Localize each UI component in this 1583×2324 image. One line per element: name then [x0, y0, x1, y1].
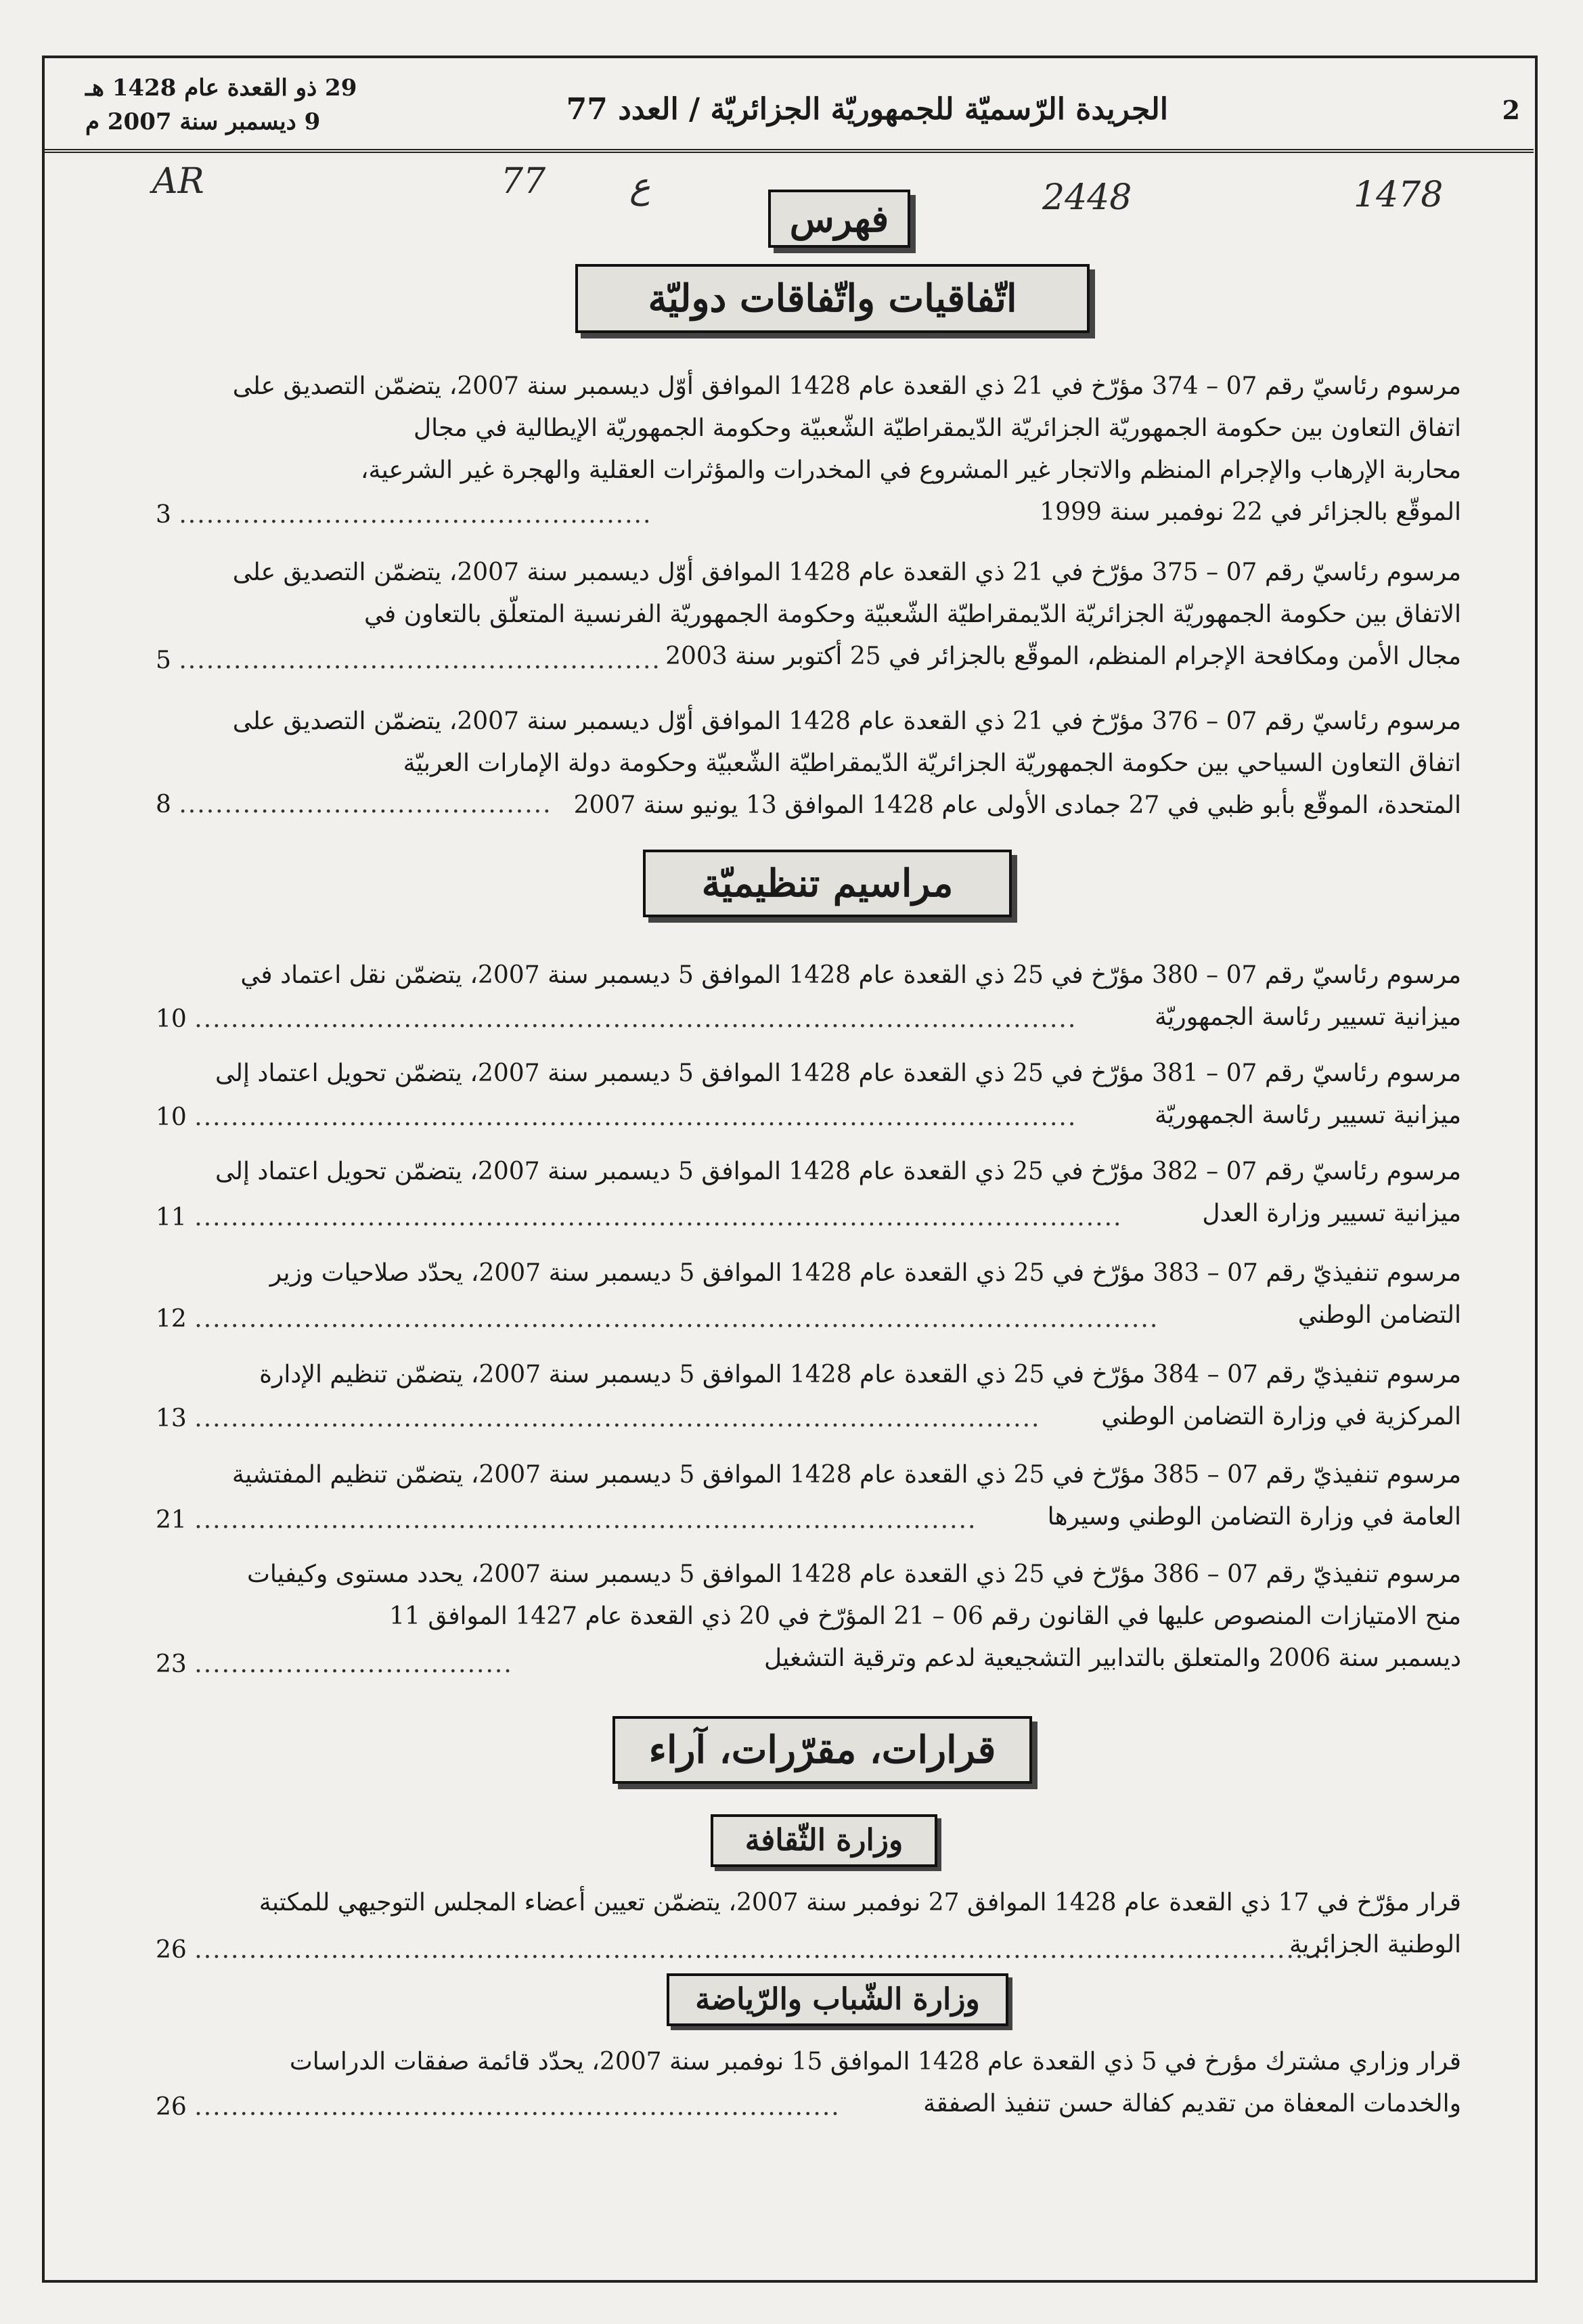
page-header: [45, 68, 1534, 153]
section-heading-regulatory-decrees: مراسيم تنظيميّة: [643, 850, 1012, 917]
toc-entry: مرسوم رئاسيّ رقم 07 – 381 مؤرّخ في 25 ذي القعدة عام 1428 الموافق 5 ديسمبر سنة 2007، يتضمّن تحويل اعتماد إلى ميزانية تسيير رئاسة الجمهوريّة: [215, 1059, 1461, 1129]
ministry-heading-culture: وزارة الثّقافة: [711, 1814, 937, 1867]
handwritten-note: 2448: [1042, 177, 1132, 218]
toc-page-number: 3 ....................................................: [156, 501, 652, 529]
toc-page-number: 10 .................................................................................................: [156, 1005, 1077, 1033]
toc-entry: قرار مؤرّخ في 17 ذي القعدة عام 1428 الموافق 27 نوفمبر سنة 2007، يتضمّن تعيين أعضاء المجلس التوجيهي للمكتبة الوطنية الجزائرية: [259, 1889, 1461, 1958]
toc-page-number: 8 .........................................: [156, 791, 552, 818]
toc-page-number: 23 ...................................: [156, 1650, 513, 1678]
toc-page-number: 13 .............................................................................................: [156, 1405, 1041, 1432]
gregorian-date: 9 ديسمبر سنة 2007 م: [85, 108, 321, 135]
toc-page-number: 10 .................................................................................................: [156, 1103, 1077, 1131]
toc-page-number: 5 .....................................................: [156, 646, 661, 674]
toc-entry: مرسوم تنفيذيّ رقم 07 – 386 مؤرّخ في 25 ذي القعدة عام 1428 الموافق 5 ديسمبر سنة 2007، يحدد مستوى وكيفيات منح الامتيازات المنصوص عليها في القانون رقم 06 – 21 المؤرّخ في 20 ذي القعدة عام 1427 الموافق 11 ديسمبر سنة 2006 والمتعلق بالتدابير التشجيعية لدعم وترقية التشغيل: [247, 1560, 1461, 1672]
ministry-heading-youth-sports: وزارة الشّباب والرّياضة: [667, 1973, 1008, 2026]
section-heading-decisions: قرارات، مقرّرات، آراء: [612, 1716, 1032, 1784]
toc-page-number: 12 ..........................................................................................................: [156, 1305, 1159, 1333]
toc-entry: مرسوم تنفيذيّ رقم 07 – 384 مؤرّخ في 25 ذي القعدة عام 1428 الموافق 5 ديسمبر سنة 2007، يتضمّن تنظيم الإدارة المركزية في وزارة التضامن الوطني: [259, 1361, 1461, 1430]
handwritten-note: 1478: [1354, 175, 1444, 215]
toc-entry: مرسوم رئاسيّ رقم 07 – 380 مؤرّخ في 25 ذي القعدة عام 1428 الموافق 5 ديسمبر سنة 2007، يتضمّن نقل اعتماد في ميزانية تسيير رئاسة الجمهوريّة: [240, 961, 1461, 1031]
journal-title: الجريدة الرّسميّة للجمهوريّة الجزائريّة / العدد 77: [566, 92, 1168, 127]
toc-entry: مرسوم رئاسيّ رقم 07 – 375 مؤرّخ في 21 ذي القعدة عام 1428 الموافق أوّل ديسمبر سنة 2007، يتضمّن التصديق على الاتفاق بين حكومة الجمهوريّة الجزائريّة الدّيمقراطيّة الشّعبيّة وحكومة الجمهوريّة الفرنسية المتعلّق بالتعاون في مجال الأمن ومكافحة الإجرام المنظم، الموقّع بالجزائر في 25 أكتوبر سنة 2003: [232, 558, 1461, 670]
toc-page-number: 26 .............................................................................................................................: [156, 1936, 1332, 1964]
toc-page-number: 21 ......................................................................................: [156, 1506, 977, 1534]
toc-entry: قرار وزاري مشترك مؤرخ في 5 ذي القعدة عام 1428 الموافق 15 نوفمبر سنة 2007، يحدّد قائمة صفقات الدراسات والخدمات المعفاة من تقديم كفالة حسن تنفيذ الصفقة: [289, 2048, 1461, 2118]
page-number: 2: [1502, 95, 1520, 125]
hijri-date: 29 ذو القعدة عام 1428 هـ: [85, 74, 357, 102]
toc-title: فهرس: [768, 190, 910, 248]
handwritten-note: ع: [629, 166, 651, 206]
handwritten-note: 77: [501, 161, 546, 202]
toc-page-number: 26 .......................................................................: [156, 2093, 841, 2121]
handwritten-note: AR: [152, 161, 204, 202]
toc-entry: مرسوم رئاسيّ رقم 07 – 376 مؤرّخ في 21 ذي القعدة عام 1428 الموافق أوّل ديسمبر سنة 2007، يتضمّن التصديق على اتفاق التعاون السياحي بين حكومة الجمهوريّة الجزائريّة الدّيمقراطيّة الشّعبيّة وحكومة دولة الإمارات العربيّة المتحدة، الموقّع بأبو ظبي في 27 جمادى الأولى عام 1428 الموافق 13 يونيو سنة 2007: [232, 707, 1461, 819]
toc-entry: مرسوم رئاسيّ رقم 07 – 374 مؤرّخ في 21 ذي القعدة عام 1428 الموافق أوّل ديسمبر سنة 2007، يتضمّن التصديق على اتفاق التعاون بين حكومة الجمهوريّة الجزائريّة الدّيمقراطيّة الشّعبيّة وحكومة الجمهوريّة الإيطالية في مجال محاربة الإرهاب والإجرام المنظم والاتجار غير المشروع في المخدرات والمؤثرات العقلية والهجرة غير الشرعية، الموقّع بالجزائر في 22 نوفمبر سنة 1999: [232, 372, 1461, 526]
section-heading-agreements: اتّفاقيات واتّفاقات دوليّة: [575, 264, 1090, 333]
toc-page-number: 11 ......................................................................................................: [156, 1204, 1123, 1231]
toc-entry: مرسوم رئاسيّ رقم 07 – 382 مؤرّخ في 25 ذي القعدة عام 1428 الموافق 5 ديسمبر سنة 2007، يتضمّن تحويل اعتماد إلى ميزانية تسيير وزارة العدل: [215, 1158, 1461, 1227]
toc-entry: مرسوم تنفيذيّ رقم 07 – 383 مؤرّخ في 25 ذي القعدة عام 1428 الموافق 5 ديسمبر سنة 2007، يحدّد صلاحيات وزير التضامن الوطني: [269, 1259, 1461, 1329]
toc-entry: مرسوم تنفيذيّ رقم 07 – 385 مؤرّخ في 25 ذي القعدة عام 1428 الموافق 5 ديسمبر سنة 2007، يتضمّن تنظيم المفتشية العامة في وزارة التضامن الوطني وسيرها: [231, 1461, 1461, 1531]
